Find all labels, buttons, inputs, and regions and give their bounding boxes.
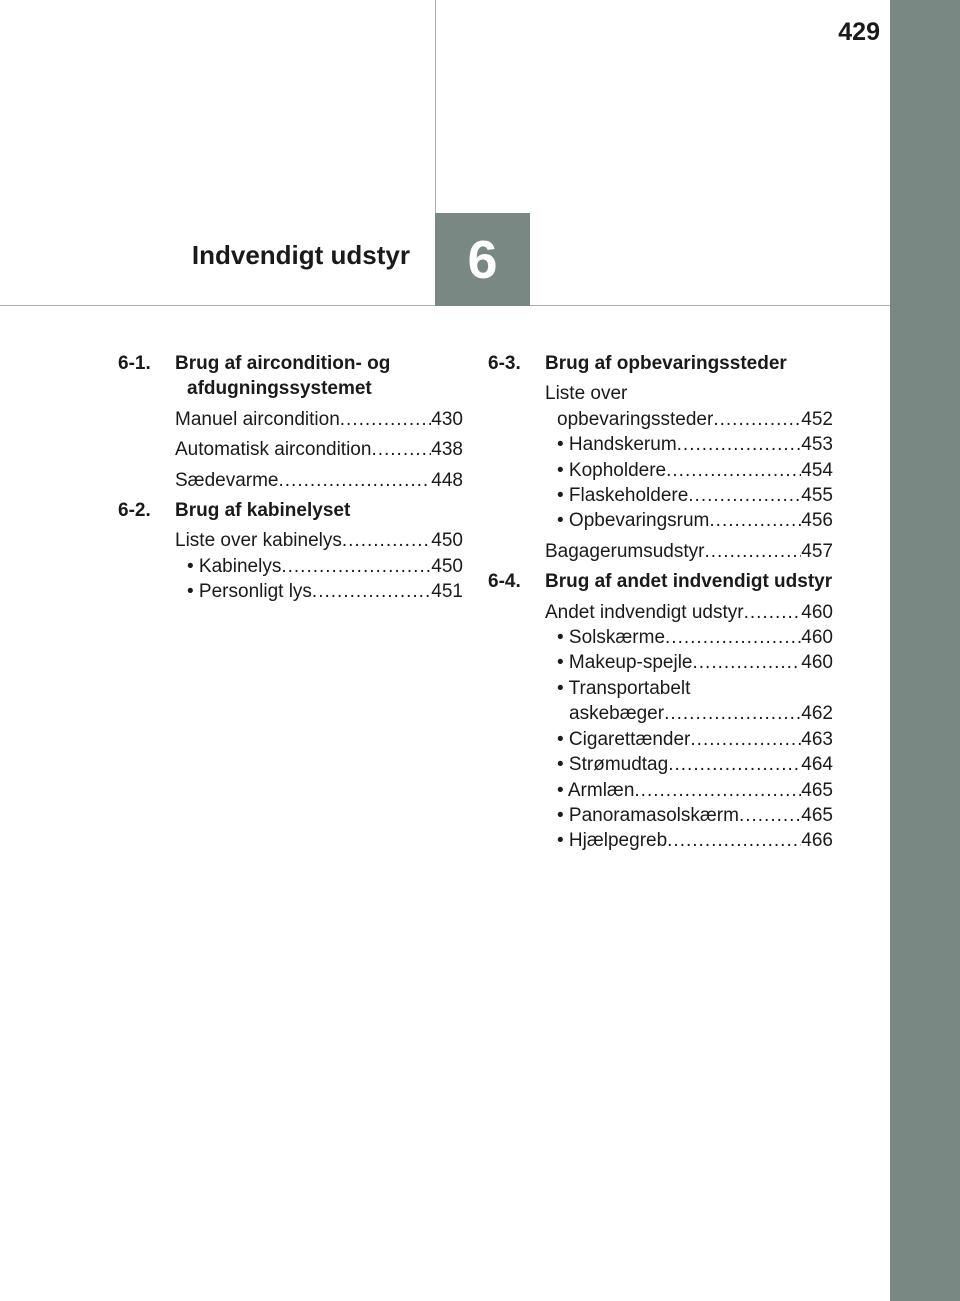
entry-label: • Strømudtag [557, 754, 669, 776]
toc-entry[interactable] [118, 437, 463, 462]
entry-page: 450 [431, 530, 463, 552]
section-title: Brug af andet indvendigt udstyr [545, 571, 833, 593]
section-number: 6-1. [118, 353, 151, 374]
toc-subentry[interactable] [545, 650, 833, 675]
dot-leader [744, 600, 802, 625]
chapter-side-tab [890, 0, 960, 1301]
entry-label: Sædevarme [175, 469, 279, 491]
toc-subentry[interactable] [545, 676, 833, 727]
entry-page: 466 [801, 830, 833, 852]
section-number: 6-4. [488, 571, 521, 593]
entry-page: 462 [801, 703, 833, 725]
dot-leader [690, 727, 801, 752]
toc-subentry[interactable] [175, 554, 463, 579]
entry-label: • Kabinelys [187, 555, 282, 577]
entry-label: • Kopholdere [557, 459, 667, 481]
entry-label: Bagagerumsudstyr [545, 540, 705, 562]
toc-subentry[interactable] [545, 727, 833, 752]
entry-page: 452 [801, 408, 833, 430]
toc-entry[interactable] [118, 407, 463, 432]
entry-page: 456 [801, 510, 833, 532]
toc-subentry[interactable] [545, 803, 833, 828]
dot-leader [312, 579, 431, 604]
toc-subentry[interactable] [545, 752, 833, 777]
entry-label: • Handskerum [557, 434, 677, 456]
entry-page: 451 [431, 581, 463, 603]
toc-entry[interactable] [118, 468, 463, 493]
toc-entry[interactable] [488, 600, 833, 854]
toc-section-6-3[interactable] [488, 351, 833, 376]
entry-page: 450 [431, 555, 463, 577]
dot-leader [340, 407, 432, 432]
dot-leader [693, 650, 802, 675]
dot-leader [371, 437, 431, 462]
toc-subentry[interactable] [175, 579, 463, 604]
dot-leader [668, 752, 801, 777]
dot-leader [709, 508, 801, 533]
toc-subentry[interactable] [545, 483, 833, 508]
toc-subentry[interactable] [545, 625, 833, 650]
toc-subentry[interactable] [545, 508, 833, 533]
entry-page: 460 [801, 627, 833, 649]
toc-column-right [488, 351, 833, 854]
section-title: Brug af opbevaringssteder [545, 353, 787, 374]
entry-page: 438 [431, 439, 463, 461]
dot-leader [664, 701, 801, 726]
dot-leader [677, 432, 802, 457]
toc-subentry[interactable] [545, 778, 833, 803]
entry-label: • Personligt lys [187, 581, 312, 603]
entry-page: 454 [801, 459, 833, 481]
entry-page: 453 [801, 434, 833, 456]
entry-label: Andet indvendigt udstyr [545, 601, 744, 623]
section-title: Brug af aircondition- og afdugningssystemet [175, 353, 391, 400]
dot-leader [666, 458, 801, 483]
entry-label: Manuel aircondition [175, 408, 340, 430]
entry-label: • Solskærme [557, 627, 666, 649]
entry-page: 465 [801, 779, 833, 801]
entry-label: • Opbevaringsrum [557, 510, 710, 532]
entry-page: 457 [801, 540, 833, 562]
entry-label-line: • Transportabelt [557, 677, 691, 699]
entry-page: 455 [801, 485, 833, 507]
dot-leader [281, 554, 431, 579]
entry-page: 460 [801, 652, 833, 674]
entry-label-line: Liste over [545, 383, 628, 405]
section-title: Brug af kabinelyset [175, 500, 351, 522]
dot-leader [667, 828, 801, 853]
entry-page: 465 [801, 804, 833, 826]
dot-leader [739, 803, 801, 828]
page-number: 429 [838, 18, 880, 46]
dot-leader [279, 468, 432, 493]
entry-page: 448 [431, 469, 463, 491]
toc-section-6-1[interactable] [118, 351, 463, 402]
dot-leader [634, 778, 801, 803]
toc-subentry[interactable] [545, 828, 833, 853]
entry-page: 430 [431, 408, 463, 430]
toc-subentry[interactable] [545, 432, 833, 457]
entry-label: • Makeup-spejle [557, 652, 693, 674]
toc-section-6-4[interactable] [488, 569, 833, 594]
entry-page: 463 [801, 728, 833, 750]
entry-label: Automatisk aircondition [175, 439, 372, 461]
entry-page: 464 [801, 754, 833, 776]
dot-leader [713, 407, 801, 432]
chapter-number-box: 6 [435, 213, 530, 306]
entry-page: 460 [801, 601, 833, 623]
entry-label: askebæger [569, 703, 665, 725]
dot-leader [688, 483, 801, 508]
toc-column-left [118, 351, 463, 605]
toc-entry[interactable] [488, 381, 833, 533]
entry-label: Liste over kabinelys [175, 530, 342, 552]
entry-label: • Hjælpegreb [557, 830, 668, 852]
section-number: 6-2. [118, 500, 151, 522]
toc-entry[interactable] [488, 539, 833, 564]
entry-label: • Flaskeholdere [557, 485, 689, 507]
toc-entry[interactable] [118, 528, 463, 604]
entry-label: • Armlæn [557, 779, 635, 801]
toc-subentry[interactable] [545, 458, 833, 483]
vertical-rule [435, 0, 436, 213]
entry-label: • Cigarettænder [557, 728, 691, 750]
dot-leader [665, 625, 801, 650]
dot-leader [342, 528, 431, 553]
entry-label: • Panoramasolskærm [557, 804, 739, 826]
entry-label: opbevaringssteder [557, 408, 714, 430]
chapter-title: Indvendigt udstyr [191, 240, 410, 270]
section-number: 6-3. [488, 353, 521, 374]
toc-section-6-2[interactable] [118, 498, 463, 523]
dot-leader [704, 539, 801, 564]
